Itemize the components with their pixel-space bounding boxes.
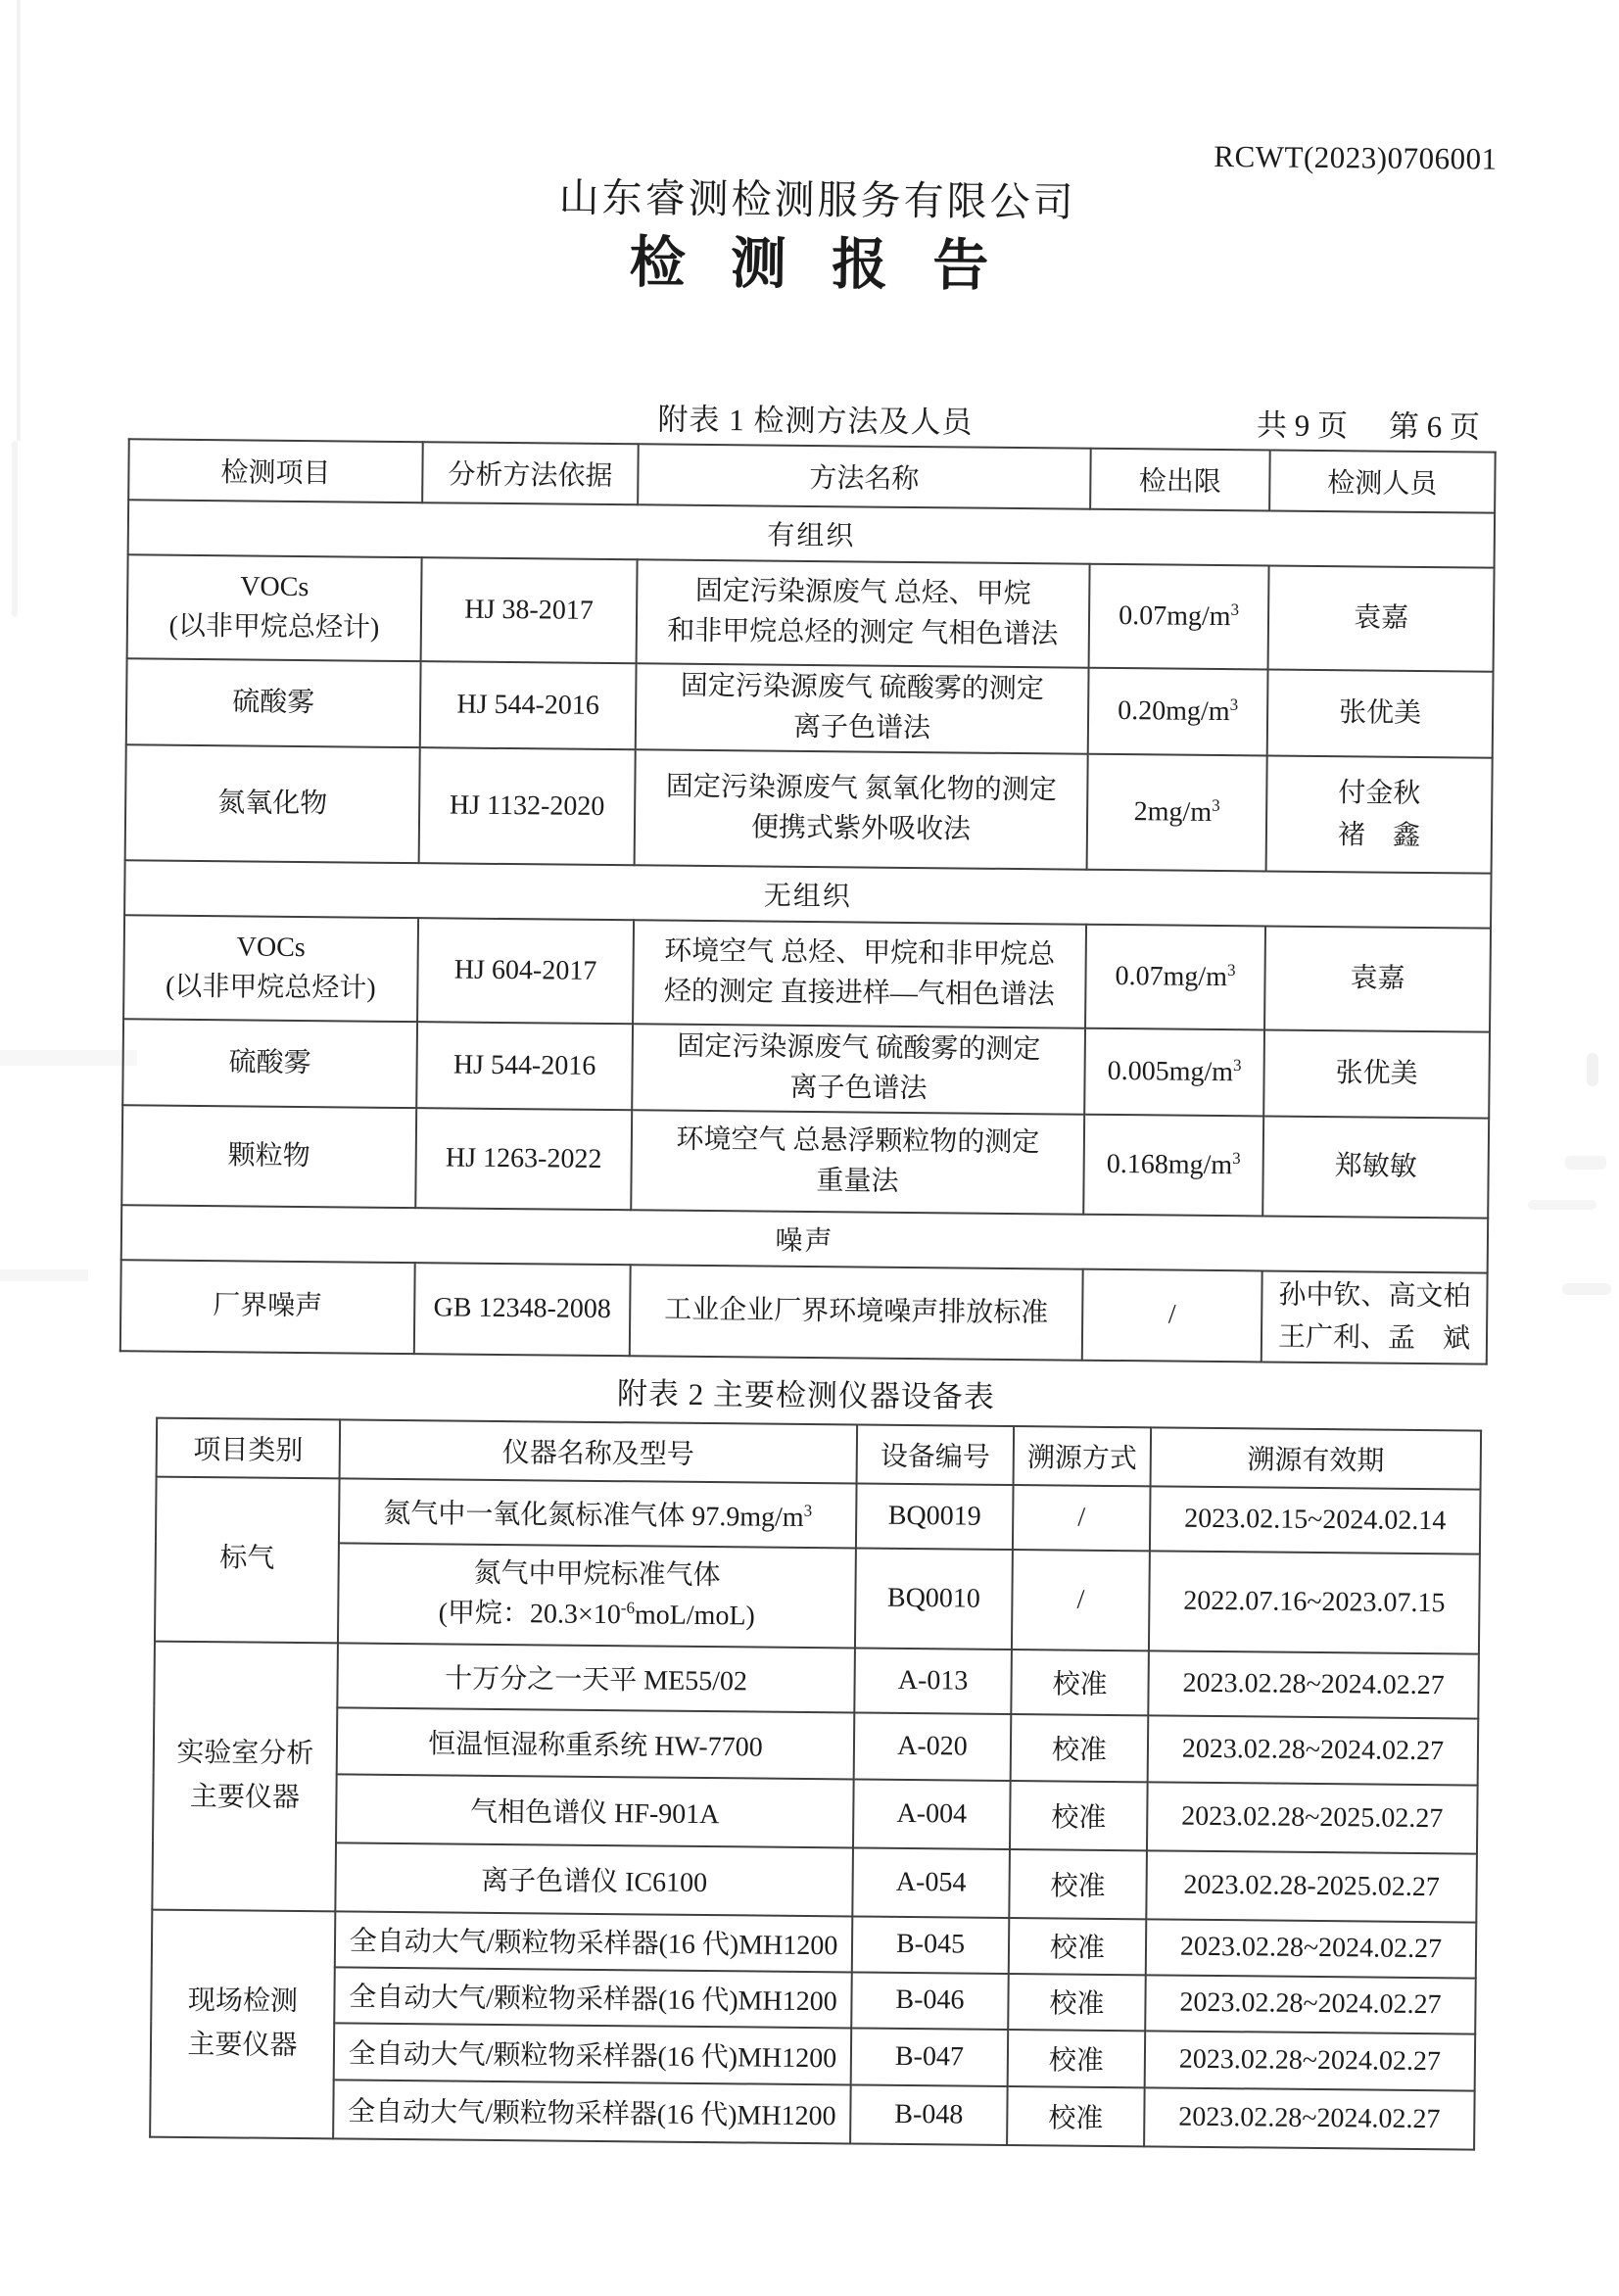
- cell-code: B-047: [851, 2028, 1009, 2086]
- cell-instrument: 恒温恒湿称重系统 HW-7700: [337, 1707, 855, 1779]
- cell-validity: 2023.02.28~2024.02.27: [1148, 1715, 1479, 1785]
- col-header-instrument: 仪器名称及型号: [340, 1419, 858, 1483]
- cell-trace: /: [1012, 1550, 1150, 1650]
- cell-validity: 2023.02.28~2024.02.27: [1144, 2087, 1475, 2149]
- cell-person: 袁嘉: [1264, 926, 1491, 1031]
- cell-person: 孙中钦、高文柏 王广利、孟 斌: [1262, 1270, 1488, 1363]
- cell-person: 张优美: [1267, 669, 1494, 757]
- cell-code: A-020: [854, 1712, 1012, 1781]
- cell-item: 厂界噪声: [120, 1260, 415, 1354]
- cell-validity: 2022.07.16~2023.07.15: [1149, 1551, 1480, 1653]
- current-page: 第 6 页: [1388, 408, 1481, 445]
- table-row: [123, 915, 1491, 1031]
- cell-instrument: 气相色谱仪 HF-901A: [336, 1774, 854, 1847]
- cell-trace: 校准: [1009, 1918, 1147, 1975]
- cell-item: VOCs (以非甲烷总烃计): [123, 915, 418, 1022]
- total-pages: 共 9 页: [1256, 407, 1349, 444]
- cell-limit: $0.07mg/m^3$: [1085, 925, 1265, 1030]
- cell-method: 环境空气 总悬浮颗粒物的测定 重量法: [631, 1110, 1084, 1214]
- table-row: [122, 1019, 1490, 1118]
- cell-method: 环境空气 总烃、甲烷和非甲烷总 烃的测定 直接进样—气相色谱法: [633, 920, 1086, 1028]
- cell-validity: 2023.02.15~2024.02.14: [1150, 1486, 1481, 1554]
- cell-trace: 校准: [1011, 1650, 1149, 1715]
- col-header-limit: 检出限: [1090, 449, 1270, 511]
- cell-code: BQ0010: [855, 1548, 1013, 1650]
- table2-caption: 附表 2 主要检测仪器设备表: [616, 1375, 996, 1414]
- cell-trace: /: [1013, 1485, 1151, 1551]
- cell-basis: GB 12348-2008: [414, 1263, 631, 1356]
- col-header-code: 设备编号: [857, 1424, 1015, 1485]
- cell-limit: $0.005mg/m^3$: [1084, 1028, 1264, 1117]
- cell-validity: 2023.02.28-2025.02.27: [1146, 1850, 1477, 1922]
- page-indicator: [1257, 404, 1480, 449]
- cell-item: 硫酸雾: [122, 1019, 417, 1108]
- cell-instrument: 氮气中甲烷标准气体 (甲烷：$20.3\times 10^{-6}moL/moL$): [338, 1543, 856, 1648]
- cell-method: 固定污染源废气 氮氧化物的测定 便携式紫外吸收法: [635, 749, 1088, 869]
- col-header-basis: 分析方法依据: [422, 442, 639, 504]
- cell-basis: HJ 1263-2022: [415, 1108, 632, 1210]
- cell-instrument: 离子色谱仪 IC6100: [335, 1842, 853, 1916]
- cell-trace: 校准: [1010, 1781, 1148, 1850]
- cell-trace: 校准: [1008, 1974, 1146, 2031]
- col-header-person: 检测人员: [1269, 450, 1496, 512]
- cell-validity: 2023.02.28~2024.02.27: [1146, 1919, 1477, 1978]
- cell-code: B-048: [850, 2084, 1008, 2145]
- cell-instrument: 全自动大气/颗粒物采样器(16 代)MH1200: [333, 2080, 851, 2143]
- cell-validity: 2023.02.28~2024.02.27: [1148, 1650, 1479, 1718]
- cell-item: VOCs (以非甲烷总烃计): [127, 554, 422, 661]
- cell-instrument: 全自动大气/颗粒物采样器(16 代)MH1200: [335, 1911, 853, 1972]
- table-row: [120, 1260, 1488, 1363]
- cell-validity: 2023.02.28~2024.02.27: [1145, 2031, 1476, 2090]
- cell-instrument: 全自动大气/颗粒物采样器(16 代)MH1200: [334, 1967, 852, 2028]
- cell-basis: HJ 544-2016: [420, 661, 637, 749]
- instruments-table: [149, 1416, 1482, 2150]
- cell-code: B-045: [852, 1916, 1010, 1974]
- cell-limit: $2mg/m^3$: [1087, 754, 1267, 872]
- table-row: [125, 744, 1493, 873]
- table-row: [150, 2078, 1475, 2149]
- col-header-method: 方法名称: [638, 444, 1091, 508]
- cell-code: BQ0019: [856, 1483, 1014, 1550]
- cell-method: 工业企业厂界环境噪声排放标准: [630, 1265, 1083, 1360]
- company-name: 山东睿测检测服务有限公司: [558, 174, 1076, 225]
- section-organized: 有组织: [128, 500, 1495, 567]
- cell-person: 张优美: [1263, 1029, 1490, 1118]
- cell-code: A-054: [852, 1847, 1010, 1918]
- table-row: [126, 658, 1494, 757]
- cell-trace: 校准: [1009, 1849, 1147, 1919]
- col-header-category: 项目类别: [157, 1417, 341, 1478]
- table1-caption: 附表 1 检测方法及人员: [657, 402, 974, 440]
- cell-method: 固定污染源废气 硫酸雾的测定 离子色谱法: [632, 1024, 1085, 1114]
- cell-item: 颗粒物: [121, 1105, 416, 1208]
- cell-limit: $0.07mg/m^3$: [1089, 564, 1269, 670]
- table-row: [127, 554, 1495, 671]
- cell-validity: 2023.02.28~2025.02.27: [1147, 1782, 1478, 1853]
- cell-method: 固定污染源废气 总烃、甲烷 和非甲烷总烃的测定 气相色谱法: [637, 559, 1090, 667]
- methods-table: [119, 438, 1497, 1364]
- cell-basis: HJ 604-2017: [417, 918, 634, 1024]
- cell-limit: $0.168mg/m^3$: [1083, 1115, 1263, 1217]
- col-header-trace: 溯源方式: [1014, 1426, 1152, 1486]
- cell-basis: HJ 1132-2020: [419, 747, 636, 865]
- table-row: [152, 1841, 1477, 1922]
- cell-person: 郑敏敏: [1262, 1116, 1489, 1218]
- cell-basis: HJ 544-2016: [416, 1022, 633, 1110]
- cell-instrument: 全自动大气/颗粒物采样器(16 代)MH1200: [334, 2023, 852, 2084]
- cell-instrument: 十万分之一天平 ME55/02: [337, 1643, 855, 1712]
- table-row: [153, 1772, 1478, 1853]
- table-row: [155, 1541, 1480, 1653]
- cell-limit: $0.20mg/m^3$: [1088, 668, 1268, 756]
- cell-code: A-004: [853, 1779, 1011, 1849]
- cell-person: 袁嘉: [1268, 565, 1495, 671]
- cell-item: 硫酸雾: [126, 658, 421, 747]
- cell-category-lab: 实验室分析 主要仪器: [152, 1641, 338, 1911]
- section-unorganized: 无组织: [124, 860, 1491, 928]
- col-header-item: 检测项目: [128, 439, 423, 502]
- table-row: [121, 1105, 1489, 1218]
- cell-item: 氮氧化物: [125, 744, 420, 863]
- cell-code: B-046: [851, 1972, 1009, 2030]
- col-header-validity: 溯源有效期: [1151, 1427, 1482, 1489]
- section-noise: 噪声: [121, 1205, 1488, 1272]
- cell-person: 付金秋 褚 鑫: [1266, 755, 1493, 873]
- document-title: 检 测 报 告: [629, 232, 1005, 298]
- cell-basis: HJ 38-2017: [421, 557, 638, 663]
- cell-category-gas: 标气: [155, 1476, 340, 1643]
- cell-instrument: 氮气中一氧化氮标准气体 $97.9mg/m^3$: [339, 1478, 857, 1548]
- cell-code: A-013: [854, 1648, 1012, 1714]
- cell-validity: 2023.02.28~2024.02.27: [1145, 1975, 1476, 2033]
- cell-method: 固定污染源废气 硫酸雾的测定 离子色谱法: [636, 663, 1089, 753]
- cell-trace: 校准: [1008, 2030, 1146, 2087]
- report-number: RCWT(2023)0706001: [1214, 138, 1498, 176]
- cell-category-field: 现场检测 主要仪器: [150, 1909, 335, 2138]
- table-row: [154, 1705, 1479, 1785]
- cell-trace: 校准: [1011, 1714, 1149, 1782]
- cell-limit: /: [1082, 1269, 1262, 1363]
- cell-trace: 校准: [1007, 2086, 1145, 2146]
